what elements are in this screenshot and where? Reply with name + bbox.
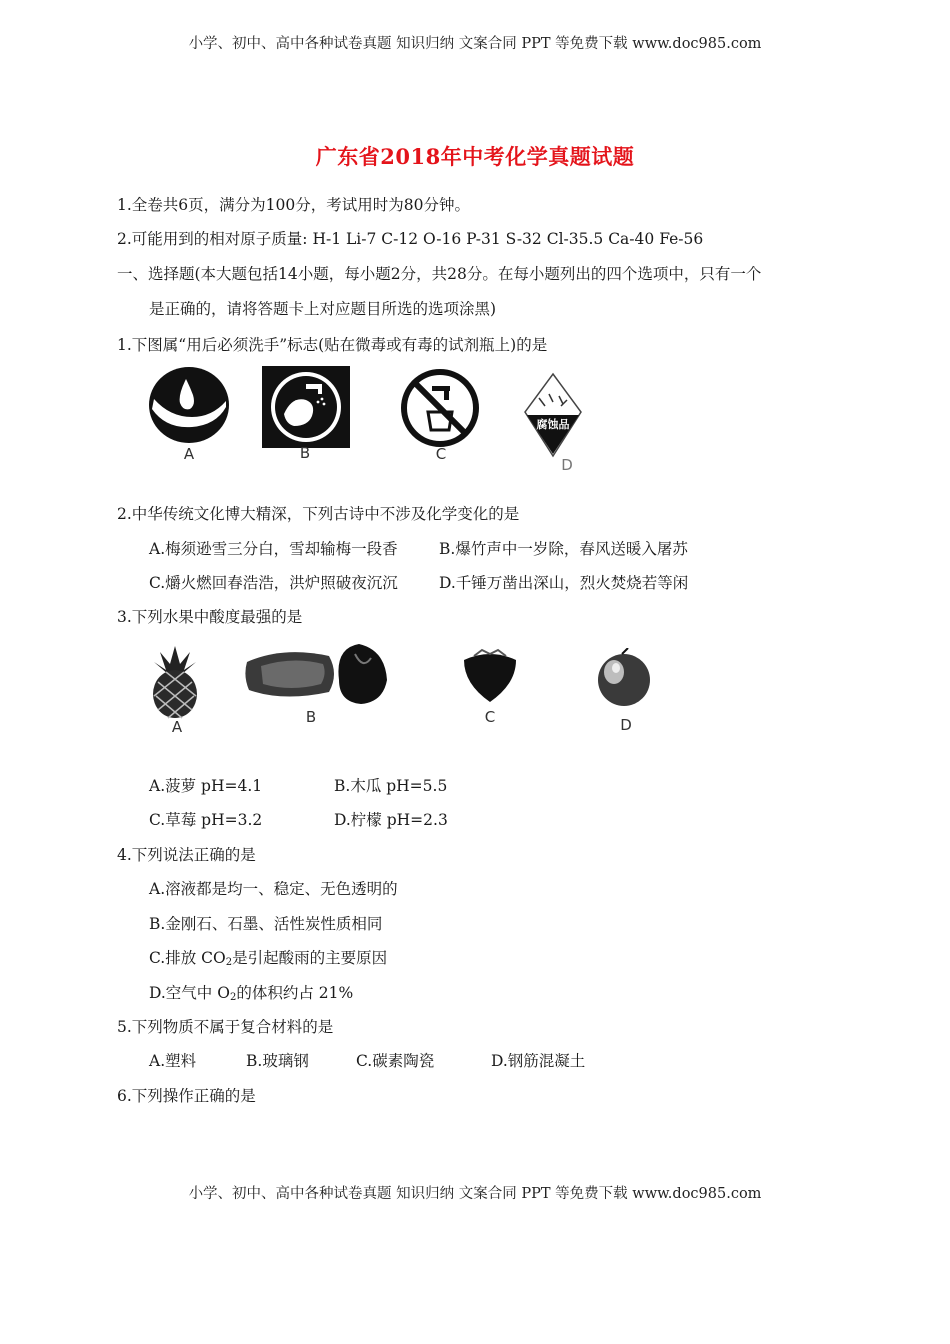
hazard-sign-d-corrosive-icon [523, 372, 583, 458]
q5-option-b: B.玻璃钢 [246, 1052, 309, 1070]
q4-option-c: C.排放 $CO_2$是引起酸雨的主要原因 [149, 949, 388, 968]
q3-label-d: D [620, 716, 632, 734]
lemon-image [594, 648, 654, 708]
section-heading-line1: 一、选择题(本大题包括14小题，每小题2分，共28分。在每小题列出的四个选项中，只有一个 [117, 265, 762, 283]
q3-option-b: B.木瓜 pH=5.5 [334, 777, 448, 795]
note-2: 2.可能用到的相对原子质量: H-1 Li-7 C-12 O-16 P-31 S-32 Cl-35.5 Ca-40 Fe-56 [117, 230, 704, 248]
q4-option-a: A.溶液都是均一、稳定、无色透明的 [149, 880, 398, 898]
q2-option-d: D.千锤万凿出深山，烈火焚烧若等闲 [439, 574, 689, 592]
q2-stem: 2.中华传统文化博大精深，下列古诗中不涉及化学变化的是 [117, 505, 520, 523]
q4-option-d: D.空气中 $O_2$的体积约占 21% [149, 984, 354, 1003]
q1-label-b: B [299, 444, 311, 462]
q5-option-d: D.钢筋混凝土 [491, 1052, 586, 1070]
q3-label-b: B [305, 708, 317, 726]
q4-option-b: B.金刚石、石墨、活性炭性质相同 [149, 915, 383, 933]
q5-option-c: C.碳素陶瓷 [356, 1052, 435, 1070]
page-title: 广东省2018年中考化学真题试题 [315, 144, 635, 169]
hazard-sign-c-icon [400, 368, 480, 448]
q1-label-c: C [435, 445, 447, 463]
section-heading-line2: 是正确的，请将答题卡上对应题目所选的选项涂黑) [149, 300, 497, 318]
q3-option-d: D.柠檬 pH=2.3 [334, 811, 448, 829]
page-footer: 小学、初中、高中各种试卷真题 知识归纳 文案合同 PPT 等免费下载 www.doc985.com [188, 1186, 762, 1202]
q3-label-c: C [484, 708, 496, 726]
q1-label-d: D [561, 456, 573, 474]
q3-label-a: A [171, 718, 183, 736]
q1-label-a: A [183, 445, 195, 463]
q2-option-a: A.梅须逊雪三分白，雪却输梅一段香 [149, 540, 398, 558]
q3-stem: 3.下列水果中酸度最强的是 [117, 608, 303, 626]
q3-option-c: C.草莓 pH=3.2 [149, 811, 263, 829]
q5-stem: 5.下列物质不属于复合材料的是 [117, 1018, 334, 1036]
q5-option-a: A.塑料 [149, 1052, 197, 1070]
q3-option-a: A.菠萝 pH=4.1 [149, 777, 263, 795]
q2-option-c: C.爝火燃回春浩浩，洪炉照破夜沉沉 [149, 574, 398, 592]
q2-option-b: B.爆竹声中一岁除，春风送暖入屠苏 [439, 540, 688, 558]
corrosive-sign-text: 腐蚀品 [536, 418, 570, 431]
q6-stem: 6.下列操作正确的是 [117, 1087, 256, 1105]
q4-stem: 4.下列说法正确的是 [117, 846, 256, 864]
page-header: 小学、初中、高中各种试卷真题 知识归纳 文案合同 PPT 等免费下载 www.doc985.com [188, 36, 762, 52]
pineapple-image [146, 644, 204, 720]
strawberry-image [460, 646, 520, 704]
q1-stem: 1.下图属“用后必须洗手”标志(贴在微毒或有毒的试剂瓶上)的是 [117, 336, 548, 354]
papaya-image [243, 640, 391, 708]
hazard-sign-a-icon [146, 365, 232, 445]
note-1: 1.全卷共6页，满分为100分，考试用时为80分钟。 [117, 196, 470, 214]
hazard-sign-b-icon [262, 366, 350, 448]
